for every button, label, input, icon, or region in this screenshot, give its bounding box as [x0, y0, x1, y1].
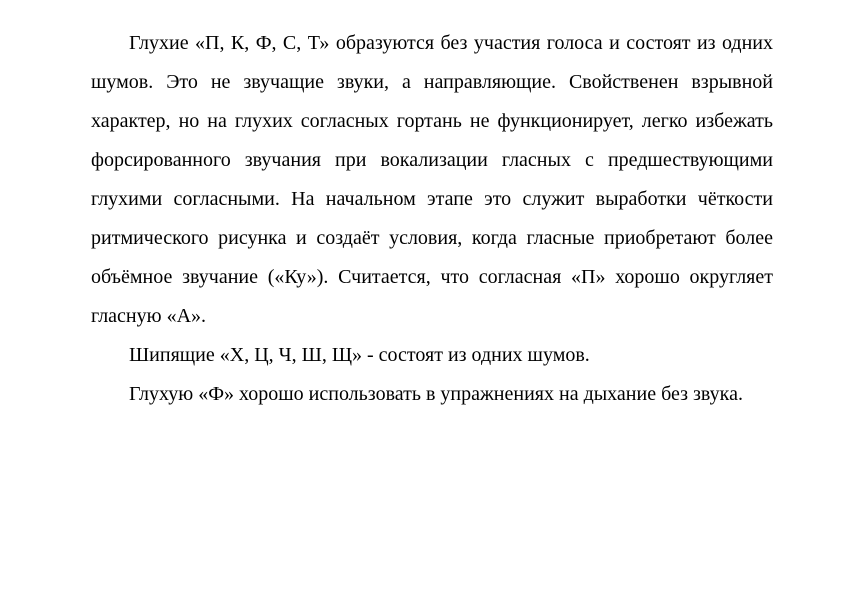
document-page — [91, 24, 773, 414]
paragraph-sibilants: Шипящие «Х, Ц, Ч, Ш, Щ» - состоят из одних шумов. — [129, 344, 590, 366]
paragraph-f-breathing: Глухую «Ф» хорошо использовать в упражнениях на дыхание без звука. — [129, 383, 743, 405]
paragraph-voiceless-consonants: Глухие «П, К, Ф, С, Т» образуются без участия голоса и состоят из одних шумов. Это не звучащие звуки, а направляющие. Свойственен взрывной характер, но на глухих согласных гортань не функционирует, легко избежать форсированного звучания при вокализации гласных с предшествующими глухими согласными. На начальном этапе это служит выработки чёткости ритмического рисунка и создаёт условия, когда гласные приобретают более объёмное звучание («Ку»). Считается, что согласная «П» хорошо округляет гласную «А». — [91, 32, 773, 327]
